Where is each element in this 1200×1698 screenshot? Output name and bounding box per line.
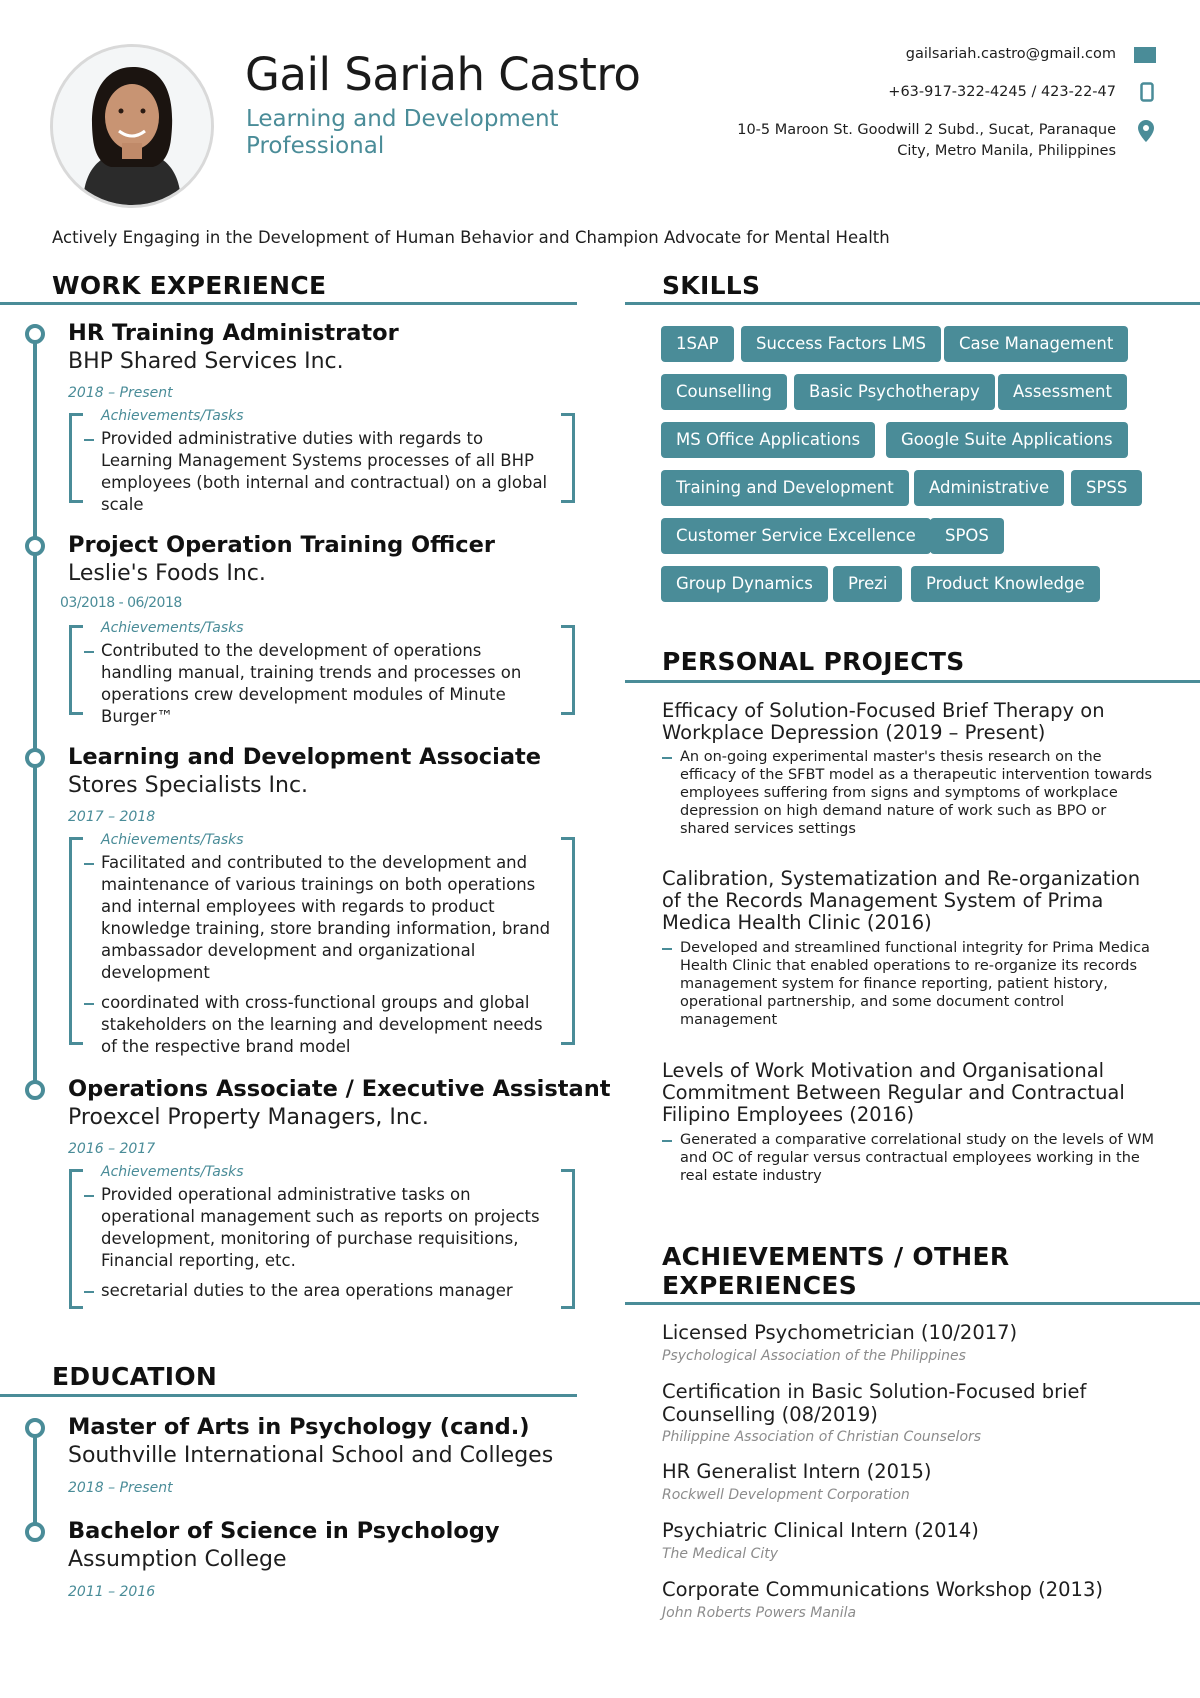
phone-icon [1140,82,1154,106]
task-item: Provided administrative duties with regards to Learning Management Systems processes of all BHP employees (both internal and contractual) on a global scale [101,428,555,516]
company-name: Leslie's Foods Inc. [68,561,266,586]
tagline: Actively Engaging in the Development of Human Behavior and Champion Advocate for Mental Health [52,228,890,247]
job-dates: 2018 – Present [68,385,173,401]
achievement-title: HR Generalist Intern (2015) [662,1460,932,1483]
avatar-portrait [53,47,211,205]
section-title-achievements: ACHIEVEMENTS / OTHER [662,1242,1010,1271]
education-dates: 2018 – Present [68,1480,173,1496]
tasks-label: Achievements/Tasks [101,1164,244,1180]
project-title: Calibration, Systematization and Re-organization of the Records Management System of Prima Medica Health Clinic (2016) [662,867,1141,934]
profile-photo [50,44,214,208]
skill-tag: Prezi [833,566,902,602]
project-description: Developed and streamlined functional integrity for Prima Medica Health Clinic that enabled operations to re-organize its records management system for finance reporting, patient history, operational partnership, and some document control management [680,940,1150,1028]
skill-tag: Success Factors LMS [741,326,941,362]
bullet-dash [662,948,672,950]
project-title: Levels of Work Motivation and Organisational Commitment Between Regular and Contractual Filipino Employees (2016) [662,1059,1125,1126]
section-divider [625,302,1200,305]
tasks-box [69,408,575,514]
section-divider [0,302,577,305]
timeline-node [25,1522,45,1542]
company-name: Stores Specialists Inc. [68,773,309,798]
timeline-node [25,536,45,556]
skill-tag: SPOS [930,518,1004,554]
job-title: Learning and Development Associate [68,744,542,770]
section-divider [625,1302,1200,1305]
applicant-role: Learning and Development Professional [246,106,559,159]
tasks-label: Achievements/Tasks [101,620,244,636]
tasks-box [69,620,575,726]
achievement-org: The Medical City [662,1546,779,1562]
achievement-org: John Roberts Powers Manila [662,1605,857,1621]
achievement-title: Psychiatric Clinical Intern (2014) [662,1519,979,1542]
tasks-box [69,832,575,1056]
job-title: HR Training Administrator [68,320,399,346]
email-icon [1134,47,1156,67]
section-title-achievements-cont: EXPERIENCES [662,1271,858,1300]
skill-tag: Google Suite Applications [886,422,1128,458]
skill-tag: Basic Psychotherapy [794,374,995,410]
contact-phone[interactable]: +63-917-322-4245 / 423-22-47 [888,84,1116,100]
section-title-skills: SKILLS [662,271,761,300]
work-timeline [33,334,37,1090]
section-divider [0,1394,577,1397]
applicant-name: Gail Sariah Castro [245,48,641,101]
education-dates: 2011 – 2016 [68,1584,156,1600]
school-name: Southville International School and Colleges [68,1443,554,1468]
bullet-dash [662,757,672,759]
tasks-label: Achievements/Tasks [101,408,244,424]
contact-email[interactable]: gailsariah.castro@gmail.com [905,46,1116,62]
skill-tag: Group Dynamics [661,566,828,602]
skill-tag: Counselling [661,374,787,410]
task-item: secretarial duties to the area operations manager [101,1280,555,1302]
company-name: Proexcel Property Managers, Inc. [68,1105,429,1130]
job-dates: 2016 – 2017 [68,1141,156,1157]
skill-tag: 1SAP [661,326,734,362]
achievement-org: Rockwell Development Corporation [662,1487,910,1503]
project-title: Efficacy of Solution-Focused Brief Therapy on Workplace Depression (2019 – Present) [662,699,1105,744]
skill-tag: Case Management [944,326,1128,362]
achievement-title: Certification in Basic Solution-Focused brief Counselling (08/2019) [662,1380,1087,1426]
section-title-projects: PERSONAL PROJECTS [662,647,965,676]
job-dates: 2017 – 2018 [68,809,156,825]
skill-tag: Training and Development [661,470,909,506]
timeline-node [25,1418,45,1438]
tasks-box [69,1164,575,1309]
skill-tag: SPSS [1071,470,1142,506]
project-description: Generated a comparative correlational study on the levels of WM and OC of regular versus contractual employees working in the real estate industry [680,1132,1155,1184]
task-item: Facilitated and contributed to the development and maintenance of various trainings on both operations and internal employees with regards to product knowledge training, store branding information, brand ambassador development and organizational development [101,852,555,984]
tasks-label: Achievements/Tasks [101,832,244,848]
timeline-node [25,1080,45,1100]
skill-tag: Assessment [998,374,1127,410]
contact-address-line2: City, Metro Manila, Philippines [897,143,1116,159]
achievement-title: Licensed Psychometrician (10/2017) [662,1321,1018,1344]
timeline-node [25,748,45,768]
education-timeline [33,1428,37,1536]
location-pin-icon [1138,120,1154,146]
job-title: Operations Associate / Executive Assistant [68,1076,611,1102]
achievement-title: Corporate Communications Workshop (2013) [662,1578,1103,1601]
degree-title: Master of Arts in Psychology (cand.) [68,1414,530,1440]
project-description: An on-going experimental master's thesis research on the efficacy of the SFBT model as a therapeutic intervention towards employees suffering from signs and symptoms of workplace depression on high demand nature of work such as BPO or shared services settings [680,749,1153,837]
achievement-org: Philippine Association of Christian Counselors [662,1429,982,1445]
task-item: coordinated with cross-functional groups and global stakeholders on the learning and development needs of the respective brand model [101,992,555,1058]
skill-tag: Product Knowledge [911,566,1100,602]
skill-tag: MS Office Applications [661,422,875,458]
section-title-work: WORK EXPERIENCE [52,271,327,300]
timeline-node [25,324,45,344]
achievement-org: Psychological Association of the Philippines [662,1348,966,1364]
section-divider [625,680,1200,683]
section-title-education: EDUCATION [52,1362,218,1391]
degree-title: Bachelor of Science in Psychology [68,1518,500,1544]
company-name: BHP Shared Services Inc. [68,349,344,374]
job-dates: 03/2018 - 06/2018 [60,595,182,611]
contact-address-line1: 10-5 Maroon St. Goodwill 2 Subd., Sucat, Paranaque [737,122,1116,138]
task-item: Contributed to the development of operations handling manual, training trends and processes on operations crew development modules of Minute Burger™ [101,640,555,728]
school-name: Assumption College [68,1547,287,1572]
skill-tag: Customer Service Excellence [661,518,931,554]
job-title: Project Operation Training Officer [68,532,495,558]
bullet-dash [662,1140,672,1142]
task-item: Provided operational administrative tasks on operational management such as reports on projects development, monitoring of purchase requisitions, Financial reporting, etc. [101,1184,555,1272]
skill-tag: Administrative [914,470,1064,506]
